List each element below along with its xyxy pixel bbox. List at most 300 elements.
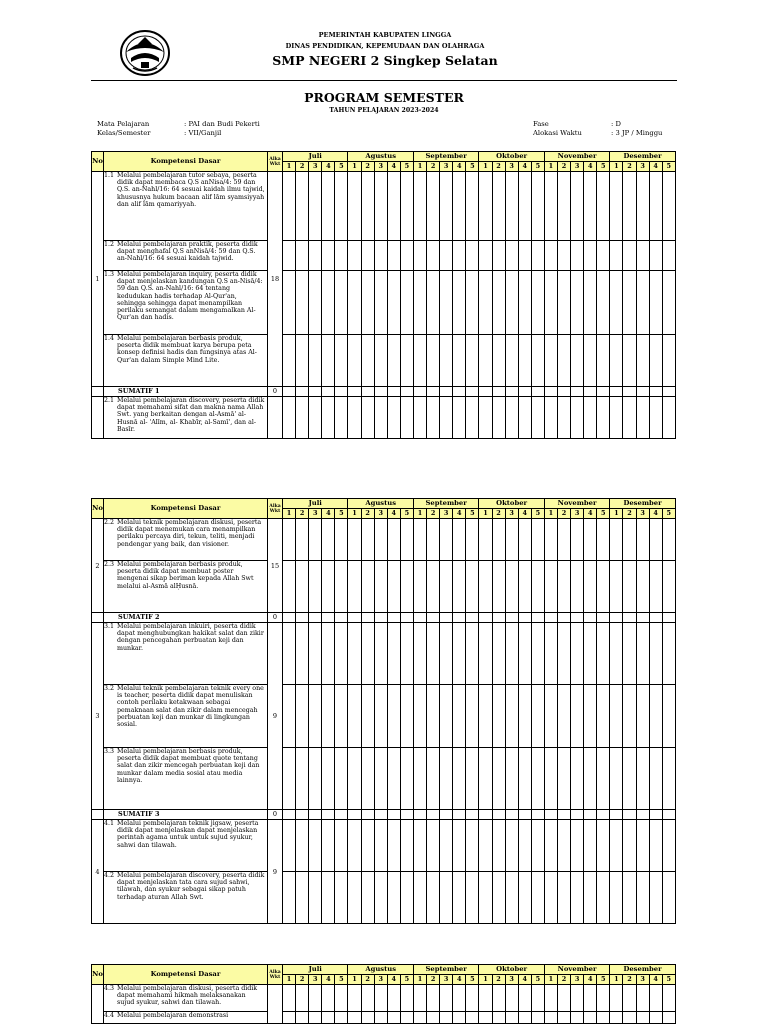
week-cell[interactable]	[584, 820, 597, 872]
week-cell[interactable]	[544, 519, 557, 561]
week-cell[interactable]	[623, 397, 636, 439]
week-cell[interactable]	[544, 1012, 557, 1024]
week-cell[interactable]	[296, 387, 309, 397]
week-cell[interactable]	[610, 810, 623, 820]
week-cell[interactable]	[413, 872, 426, 924]
week-cell[interactable]	[335, 985, 348, 1012]
week-cell[interactable]	[492, 561, 505, 613]
week-cell[interactable]	[361, 387, 374, 397]
week-cell[interactable]	[335, 335, 348, 387]
week-cell[interactable]	[309, 820, 322, 872]
week-cell[interactable]	[623, 872, 636, 924]
week-cell[interactable]	[374, 623, 387, 685]
week-cell[interactable]	[492, 335, 505, 387]
week-cell[interactable]	[413, 335, 426, 387]
week-cell[interactable]	[610, 271, 623, 335]
week-cell[interactable]	[505, 685, 518, 748]
week-cell[interactable]	[322, 623, 335, 685]
week-cell[interactable]	[296, 271, 309, 335]
week-cell[interactable]	[440, 623, 453, 685]
week-cell[interactable]	[335, 810, 348, 820]
week-cell[interactable]	[335, 241, 348, 271]
week-cell[interactable]	[387, 387, 400, 397]
week-cell[interactable]	[544, 271, 557, 335]
week-cell[interactable]	[427, 872, 440, 924]
week-cell[interactable]	[623, 335, 636, 387]
week-cell[interactable]	[544, 613, 557, 623]
week-cell[interactable]	[283, 397, 296, 439]
week-cell[interactable]	[636, 387, 649, 397]
week-cell[interactable]	[413, 519, 426, 561]
week-cell[interactable]	[571, 613, 584, 623]
week-cell[interactable]	[322, 1012, 335, 1024]
week-cell[interactable]	[584, 748, 597, 810]
week-cell[interactable]	[427, 685, 440, 748]
week-cell[interactable]	[505, 985, 518, 1012]
week-cell[interactable]	[440, 241, 453, 271]
week-cell[interactable]	[623, 241, 636, 271]
week-cell[interactable]	[518, 271, 531, 335]
week-cell[interactable]	[283, 241, 296, 271]
week-cell[interactable]	[479, 820, 492, 872]
week-cell[interactable]	[387, 810, 400, 820]
week-cell[interactable]	[427, 820, 440, 872]
week-cell[interactable]	[531, 985, 544, 1012]
week-cell[interactable]	[518, 820, 531, 872]
week-cell[interactable]	[479, 271, 492, 335]
week-cell[interactable]	[597, 387, 610, 397]
week-cell[interactable]	[636, 623, 649, 685]
week-cell[interactable]	[597, 872, 610, 924]
week-cell[interactable]	[557, 1012, 570, 1024]
week-cell[interactable]	[361, 748, 374, 810]
week-cell[interactable]	[387, 335, 400, 387]
week-cell[interactable]	[479, 985, 492, 1012]
week-cell[interactable]	[531, 271, 544, 335]
week-cell[interactable]	[662, 613, 675, 623]
week-cell[interactable]	[584, 561, 597, 613]
week-cell[interactable]	[557, 872, 570, 924]
week-cell[interactable]	[610, 387, 623, 397]
week-cell[interactable]	[283, 271, 296, 335]
week-cell[interactable]	[453, 387, 466, 397]
week-cell[interactable]	[584, 172, 597, 241]
week-cell[interactable]	[296, 613, 309, 623]
week-cell[interactable]	[584, 241, 597, 271]
week-cell[interactable]	[479, 519, 492, 561]
week-cell[interactable]	[636, 613, 649, 623]
week-cell[interactable]	[387, 685, 400, 748]
week-cell[interactable]	[374, 1012, 387, 1024]
week-cell[interactable]	[296, 519, 309, 561]
week-cell[interactable]	[557, 335, 570, 387]
week-cell[interactable]	[518, 872, 531, 924]
week-cell[interactable]	[427, 172, 440, 241]
week-cell[interactable]	[309, 623, 322, 685]
week-cell[interactable]	[348, 748, 361, 810]
week-cell[interactable]	[374, 335, 387, 387]
week-cell[interactable]	[610, 561, 623, 613]
week-cell[interactable]	[505, 623, 518, 685]
week-cell[interactable]	[361, 613, 374, 623]
week-cell[interactable]	[440, 820, 453, 872]
week-cell[interactable]	[610, 1012, 623, 1024]
week-cell[interactable]	[597, 561, 610, 613]
week-cell[interactable]	[557, 613, 570, 623]
week-cell[interactable]	[518, 685, 531, 748]
week-cell[interactable]	[348, 387, 361, 397]
week-cell[interactable]	[505, 241, 518, 271]
week-cell[interactable]	[466, 397, 479, 439]
week-cell[interactable]	[348, 820, 361, 872]
week-cell[interactable]	[531, 561, 544, 613]
week-cell[interactable]	[636, 519, 649, 561]
week-cell[interactable]	[427, 613, 440, 623]
week-cell[interactable]	[400, 561, 413, 613]
week-cell[interactable]	[453, 748, 466, 810]
week-cell[interactable]	[518, 748, 531, 810]
week-cell[interactable]	[466, 810, 479, 820]
week-cell[interactable]	[374, 872, 387, 924]
week-cell[interactable]	[466, 335, 479, 387]
week-cell[interactable]	[662, 810, 675, 820]
week-cell[interactable]	[518, 335, 531, 387]
week-cell[interactable]	[440, 335, 453, 387]
week-cell[interactable]	[348, 685, 361, 748]
week-cell[interactable]	[283, 748, 296, 810]
week-cell[interactable]	[309, 519, 322, 561]
week-cell[interactable]	[400, 623, 413, 685]
week-cell[interactable]	[662, 335, 675, 387]
week-cell[interactable]	[400, 872, 413, 924]
week-cell[interactable]	[322, 872, 335, 924]
week-cell[interactable]	[557, 748, 570, 810]
week-cell[interactable]	[531, 748, 544, 810]
week-cell[interactable]	[296, 872, 309, 924]
week-cell[interactable]	[440, 387, 453, 397]
week-cell[interactable]	[597, 519, 610, 561]
week-cell[interactable]	[571, 397, 584, 439]
week-cell[interactable]	[479, 748, 492, 810]
week-cell[interactable]	[309, 613, 322, 623]
week-cell[interactable]	[662, 397, 675, 439]
week-cell[interactable]	[571, 748, 584, 810]
week-cell[interactable]	[466, 623, 479, 685]
week-cell[interactable]	[531, 613, 544, 623]
week-cell[interactable]	[557, 985, 570, 1012]
week-cell[interactable]	[479, 685, 492, 748]
week-cell[interactable]	[649, 1012, 662, 1024]
week-cell[interactable]	[427, 387, 440, 397]
week-cell[interactable]	[505, 1012, 518, 1024]
week-cell[interactable]	[518, 623, 531, 685]
week-cell[interactable]	[623, 623, 636, 685]
week-cell[interactable]	[610, 519, 623, 561]
week-cell[interactable]	[623, 810, 636, 820]
week-cell[interactable]	[584, 872, 597, 924]
week-cell[interactable]	[571, 985, 584, 1012]
week-cell[interactable]	[296, 685, 309, 748]
week-cell[interactable]	[348, 810, 361, 820]
week-cell[interactable]	[557, 820, 570, 872]
week-cell[interactable]	[413, 561, 426, 613]
week-cell[interactable]	[479, 397, 492, 439]
week-cell[interactable]	[413, 613, 426, 623]
week-cell[interactable]	[283, 335, 296, 387]
week-cell[interactable]	[453, 172, 466, 241]
week-cell[interactable]	[584, 623, 597, 685]
week-cell[interactable]	[492, 387, 505, 397]
week-cell[interactable]	[440, 872, 453, 924]
week-cell[interactable]	[466, 985, 479, 1012]
week-cell[interactable]	[649, 335, 662, 387]
week-cell[interactable]	[610, 241, 623, 271]
week-cell[interactable]	[584, 810, 597, 820]
week-cell[interactable]	[309, 335, 322, 387]
week-cell[interactable]	[649, 613, 662, 623]
week-cell[interactable]	[309, 1012, 322, 1024]
week-cell[interactable]	[505, 387, 518, 397]
week-cell[interactable]	[453, 872, 466, 924]
week-cell[interactable]	[387, 820, 400, 872]
week-cell[interactable]	[283, 985, 296, 1012]
week-cell[interactable]	[453, 335, 466, 387]
week-cell[interactable]	[296, 1012, 309, 1024]
week-cell[interactable]	[440, 1012, 453, 1024]
week-cell[interactable]	[649, 685, 662, 748]
week-cell[interactable]	[636, 172, 649, 241]
week-cell[interactable]	[400, 519, 413, 561]
week-cell[interactable]	[361, 820, 374, 872]
week-cell[interactable]	[427, 561, 440, 613]
week-cell[interactable]	[662, 1012, 675, 1024]
week-cell[interactable]	[649, 172, 662, 241]
week-cell[interactable]	[413, 397, 426, 439]
week-cell[interactable]	[492, 810, 505, 820]
week-cell[interactable]	[466, 241, 479, 271]
week-cell[interactable]	[557, 810, 570, 820]
week-cell[interactable]	[649, 810, 662, 820]
week-cell[interactable]	[531, 1012, 544, 1024]
week-cell[interactable]	[584, 985, 597, 1012]
week-cell[interactable]	[544, 387, 557, 397]
week-cell[interactable]	[649, 985, 662, 1012]
week-cell[interactable]	[623, 613, 636, 623]
week-cell[interactable]	[649, 397, 662, 439]
week-cell[interactable]	[361, 623, 374, 685]
week-cell[interactable]	[610, 613, 623, 623]
week-cell[interactable]	[479, 387, 492, 397]
week-cell[interactable]	[374, 810, 387, 820]
week-cell[interactable]	[322, 820, 335, 872]
week-cell[interactable]	[571, 820, 584, 872]
week-cell[interactable]	[322, 613, 335, 623]
week-cell[interactable]	[335, 397, 348, 439]
week-cell[interactable]	[571, 387, 584, 397]
week-cell[interactable]	[649, 561, 662, 613]
week-cell[interactable]	[623, 1012, 636, 1024]
week-cell[interactable]	[466, 1012, 479, 1024]
week-cell[interactable]	[427, 397, 440, 439]
week-cell[interactable]	[649, 872, 662, 924]
week-cell[interactable]	[413, 387, 426, 397]
week-cell[interactable]	[309, 748, 322, 810]
week-cell[interactable]	[440, 519, 453, 561]
week-cell[interactable]	[309, 685, 322, 748]
week-cell[interactable]	[557, 271, 570, 335]
week-cell[interactable]	[531, 387, 544, 397]
week-cell[interactable]	[466, 685, 479, 748]
week-cell[interactable]	[492, 241, 505, 271]
week-cell[interactable]	[348, 397, 361, 439]
week-cell[interactable]	[335, 561, 348, 613]
week-cell[interactable]	[427, 748, 440, 810]
week-cell[interactable]	[544, 561, 557, 613]
week-cell[interactable]	[283, 820, 296, 872]
week-cell[interactable]	[492, 1012, 505, 1024]
week-cell[interactable]	[518, 397, 531, 439]
week-cell[interactable]	[453, 613, 466, 623]
week-cell[interactable]	[283, 1012, 296, 1024]
week-cell[interactable]	[466, 172, 479, 241]
week-cell[interactable]	[649, 820, 662, 872]
week-cell[interactable]	[348, 1012, 361, 1024]
week-cell[interactable]	[466, 872, 479, 924]
week-cell[interactable]	[610, 748, 623, 810]
week-cell[interactable]	[322, 810, 335, 820]
week-cell[interactable]	[531, 810, 544, 820]
week-cell[interactable]	[479, 241, 492, 271]
week-cell[interactable]	[544, 241, 557, 271]
week-cell[interactable]	[518, 387, 531, 397]
week-cell[interactable]	[662, 172, 675, 241]
week-cell[interactable]	[387, 519, 400, 561]
week-cell[interactable]	[636, 1012, 649, 1024]
week-cell[interactable]	[296, 172, 309, 241]
week-cell[interactable]	[322, 172, 335, 241]
week-cell[interactable]	[453, 810, 466, 820]
week-cell[interactable]	[413, 271, 426, 335]
week-cell[interactable]	[531, 685, 544, 748]
week-cell[interactable]	[518, 561, 531, 613]
week-cell[interactable]	[335, 623, 348, 685]
week-cell[interactable]	[636, 271, 649, 335]
week-cell[interactable]	[584, 397, 597, 439]
week-cell[interactable]	[335, 1012, 348, 1024]
week-cell[interactable]	[544, 623, 557, 685]
week-cell[interactable]	[361, 561, 374, 613]
week-cell[interactable]	[348, 271, 361, 335]
week-cell[interactable]	[413, 820, 426, 872]
week-cell[interactable]	[597, 1012, 610, 1024]
week-cell[interactable]	[335, 271, 348, 335]
week-cell[interactable]	[505, 271, 518, 335]
week-cell[interactable]	[374, 820, 387, 872]
week-cell[interactable]	[413, 172, 426, 241]
week-cell[interactable]	[610, 335, 623, 387]
week-cell[interactable]	[544, 748, 557, 810]
week-cell[interactable]	[584, 613, 597, 623]
week-cell[interactable]	[544, 810, 557, 820]
week-cell[interactable]	[466, 519, 479, 561]
week-cell[interactable]	[296, 810, 309, 820]
week-cell[interactable]	[283, 172, 296, 241]
week-cell[interactable]	[479, 172, 492, 241]
week-cell[interactable]	[440, 561, 453, 613]
week-cell[interactable]	[479, 561, 492, 613]
week-cell[interactable]	[413, 1012, 426, 1024]
week-cell[interactable]	[571, 1012, 584, 1024]
week-cell[interactable]	[649, 241, 662, 271]
week-cell[interactable]	[309, 271, 322, 335]
week-cell[interactable]	[636, 335, 649, 387]
week-cell[interactable]	[453, 561, 466, 613]
week-cell[interactable]	[400, 748, 413, 810]
week-cell[interactable]	[374, 397, 387, 439]
week-cell[interactable]	[400, 613, 413, 623]
week-cell[interactable]	[597, 820, 610, 872]
week-cell[interactable]	[518, 241, 531, 271]
week-cell[interactable]	[309, 810, 322, 820]
week-cell[interactable]	[531, 623, 544, 685]
week-cell[interactable]	[335, 613, 348, 623]
week-cell[interactable]	[283, 872, 296, 924]
week-cell[interactable]	[662, 241, 675, 271]
week-cell[interactable]	[623, 685, 636, 748]
week-cell[interactable]	[492, 613, 505, 623]
week-cell[interactable]	[400, 397, 413, 439]
week-cell[interactable]	[322, 387, 335, 397]
week-cell[interactable]	[440, 685, 453, 748]
week-cell[interactable]	[479, 1012, 492, 1024]
week-cell[interactable]	[544, 397, 557, 439]
week-cell[interactable]	[387, 241, 400, 271]
week-cell[interactable]	[283, 613, 296, 623]
week-cell[interactable]	[636, 241, 649, 271]
week-cell[interactable]	[453, 685, 466, 748]
week-cell[interactable]	[387, 397, 400, 439]
week-cell[interactable]	[584, 271, 597, 335]
week-cell[interactable]	[466, 613, 479, 623]
week-cell[interactable]	[335, 519, 348, 561]
week-cell[interactable]	[623, 172, 636, 241]
week-cell[interactable]	[492, 397, 505, 439]
week-cell[interactable]	[571, 519, 584, 561]
week-cell[interactable]	[518, 1012, 531, 1024]
week-cell[interactable]	[636, 872, 649, 924]
week-cell[interactable]	[400, 271, 413, 335]
week-cell[interactable]	[361, 172, 374, 241]
week-cell[interactable]	[505, 335, 518, 387]
week-cell[interactable]	[649, 748, 662, 810]
week-cell[interactable]	[335, 820, 348, 872]
week-cell[interactable]	[571, 271, 584, 335]
week-cell[interactable]	[505, 748, 518, 810]
week-cell[interactable]	[518, 519, 531, 561]
week-cell[interactable]	[492, 172, 505, 241]
week-cell[interactable]	[322, 397, 335, 439]
week-cell[interactable]	[348, 872, 361, 924]
week-cell[interactable]	[479, 623, 492, 685]
week-cell[interactable]	[597, 748, 610, 810]
week-cell[interactable]	[505, 172, 518, 241]
week-cell[interactable]	[335, 685, 348, 748]
week-cell[interactable]	[466, 561, 479, 613]
week-cell[interactable]	[662, 748, 675, 810]
week-cell[interactable]	[361, 685, 374, 748]
week-cell[interactable]	[440, 271, 453, 335]
week-cell[interactable]	[427, 519, 440, 561]
